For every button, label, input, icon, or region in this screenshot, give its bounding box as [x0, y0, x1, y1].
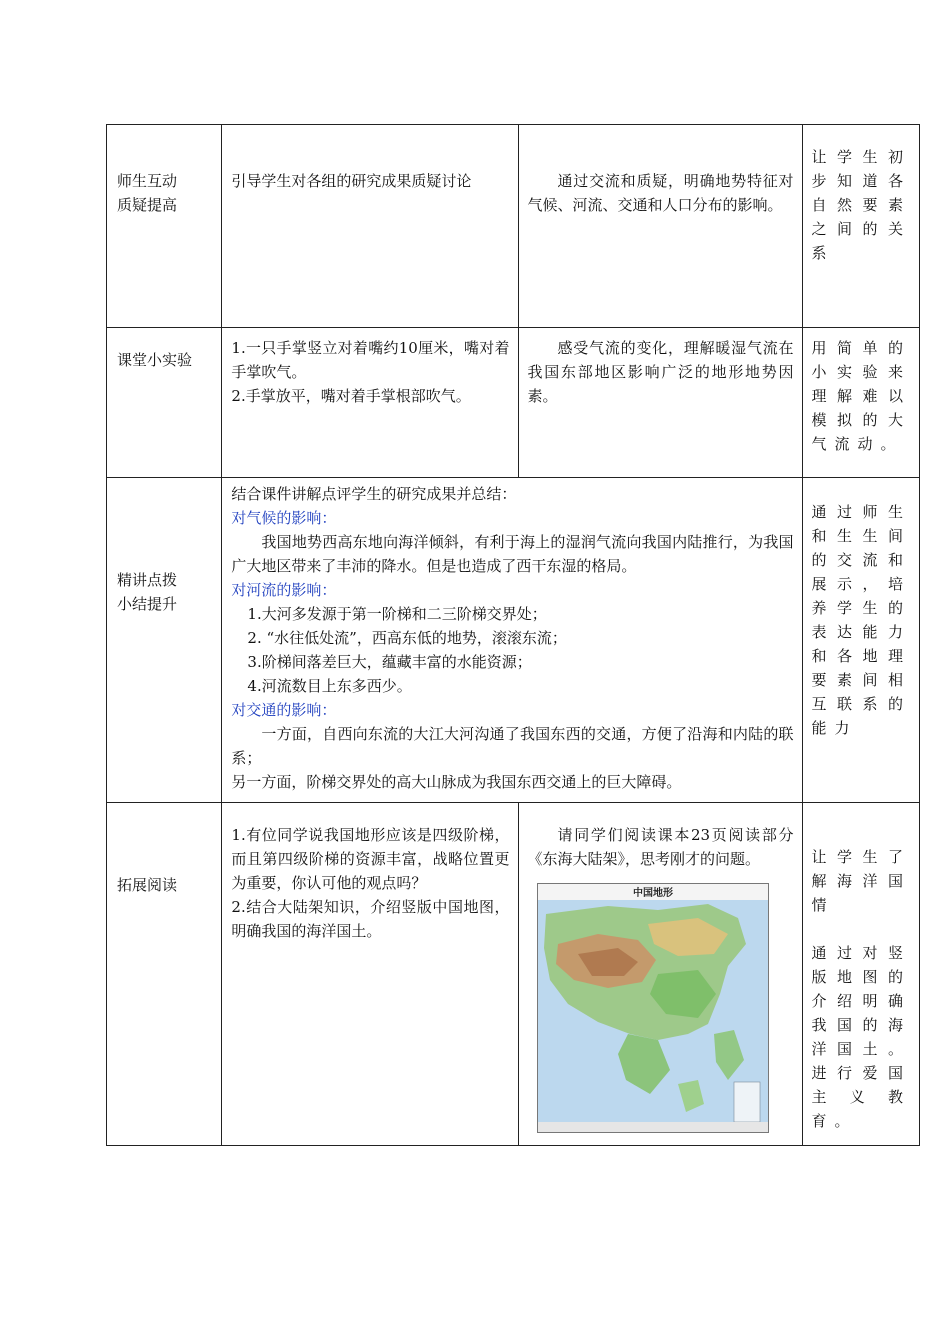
river-heading: 对河流的影响： — [231, 581, 337, 599]
china-terrain-map — [537, 883, 769, 1133]
student-activity-cell — [518, 803, 802, 1146]
design-intent-cell — [802, 478, 919, 803]
table-row — [107, 803, 920, 1146]
map-title: 中国地形 — [632, 888, 673, 899]
teacher-activity-item: 1.一只手掌竖立对着嘴约10厘米，嘴对着手掌吹气。 — [231, 339, 510, 381]
river-item: 3.阶梯间落差巨大，蕴藏丰富的水能资源； — [247, 653, 532, 671]
student-activity-text: 感受气流的变化，理解暖湿气流在我国东部地区影响广泛的地形地势因素。 — [527, 339, 794, 405]
river-item: 1.大河多发源于第一阶梯和二三阶梯交界处； — [247, 605, 547, 623]
stage-cell — [107, 478, 222, 803]
stage-label: 拓展阅读 — [117, 876, 178, 894]
stage-label: 师生互动 — [117, 172, 178, 190]
traffic-heading: 对交通的影响： — [231, 701, 337, 719]
design-intent-text: 通过对竖版地图的介绍明确我国的海洋国土。进行爱国主义教育。 — [811, 944, 911, 1130]
student-activity-cell — [518, 125, 802, 328]
traffic-text: 一方面，自西向东流的大江大河沟通了我国东西的交通，方便了沿海和内陆的联系； — [231, 725, 794, 767]
student-activity-text: 请同学们阅读课本23页阅读部分《东海大陆架》，思考刚才的问题。 — [527, 826, 794, 868]
stage-label: 课堂小实验 — [117, 351, 193, 369]
map-graphic — [538, 884, 768, 1132]
stage-label: 小结提升 — [117, 595, 178, 613]
table-row — [107, 478, 920, 803]
river-item: 2. “水往低处流”，西高东低的地势，滚滚东流； — [247, 629, 567, 647]
teacher-activity-cell — [222, 328, 518, 478]
river-item: 4.河流数目上东多西少。 — [247, 677, 412, 695]
climate-text: 我国地势西高东地向海洋倾斜，有利于海上的湿润气流向我国内陆推行，为我国广大地区带来了丰沛的降水。但是也造成了西干东湿的格局。 — [231, 533, 794, 575]
student-activity-text: 通过交流和质疑，明确地势特征对气候、河流、交通和人口分布的影响。 — [527, 172, 794, 214]
summary-intro: 结合课件讲解点评学生的研究成果并总结： — [231, 485, 517, 503]
stage-label: 精讲点拨 — [117, 571, 178, 589]
design-intent-cell — [802, 328, 919, 478]
teacher-activity-text: 引导学生对各组的研究成果质疑讨论 — [231, 172, 472, 190]
table-row — [107, 328, 920, 478]
teacher-activity-cell — [222, 803, 518, 1146]
design-intent-cell — [802, 125, 919, 328]
design-intent-cell — [802, 803, 919, 1146]
teacher-activity-item: 2.手掌放平，嘴对着手掌根部吹气。 — [231, 387, 471, 405]
design-intent-text: 用简单的小实验来理解难以模拟的大气流动。 — [811, 339, 911, 453]
teacher-activity-item: 2.结合大陆架知识，介绍竖版中国地图，明确我国的海洋国土。 — [231, 898, 510, 940]
stage-cell — [107, 328, 222, 478]
design-intent-text: 让学生了解海洋国情 — [811, 848, 911, 914]
traffic-text: 另一方面，阶梯交界处的高大山脉成为我国东西交通上的巨大障碍。 — [231, 773, 682, 791]
student-activity-cell — [518, 328, 802, 478]
table-row — [107, 125, 920, 328]
teacher-activity-cell — [222, 125, 518, 328]
summary-cell — [222, 478, 802, 803]
design-intent-text: 通过师生和生生间的交流和展示，培养学生的表达能力和各地理要素间相互联系的能力 — [811, 503, 911, 737]
teacher-activity-item: 1.有位同学说我国地形应该是四级阶梯，而且第四级阶梯的资源丰富，战略位置更为重要，你认可他的观点吗？ — [231, 826, 510, 892]
lesson-plan-table — [106, 124, 920, 1146]
climate-heading: 对气候的影响： — [231, 509, 337, 527]
design-intent-text: 让学生初步知道各自然要素之间的关系 — [811, 148, 911, 262]
stage-label: 质疑提高 — [117, 196, 178, 214]
stage-cell — [107, 125, 222, 328]
stage-cell — [107, 803, 222, 1146]
